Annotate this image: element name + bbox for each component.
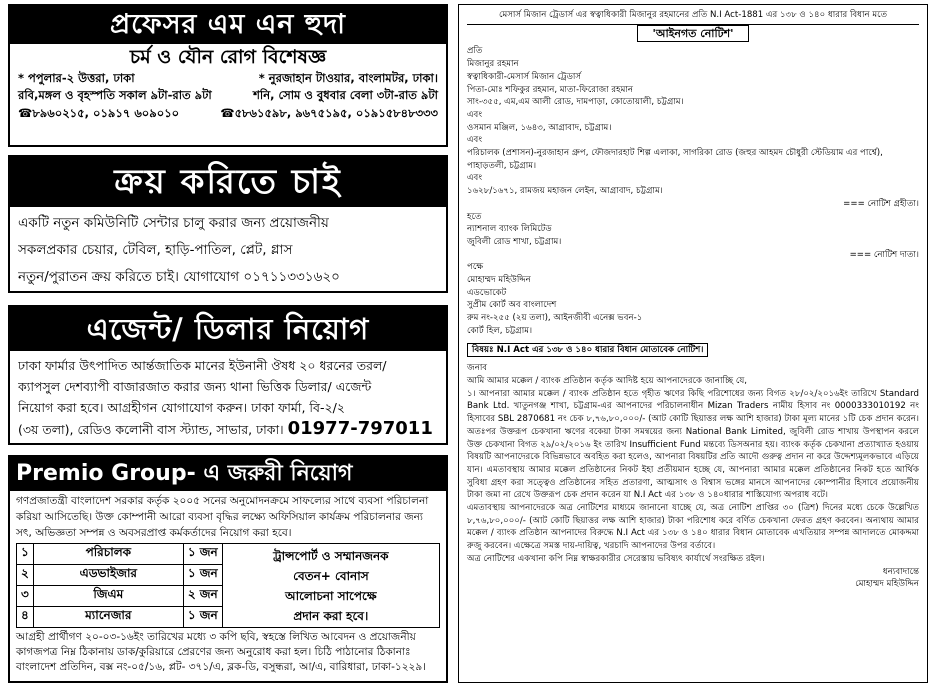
dealer-ad-line: ঢাকা ফার্মার উৎপাদিত আর্ন্তজাতিক মানের ইউনানী ঔষধ ২০ ধরনের তরল/ — [18, 358, 387, 373]
chamber-time-right: শনি, সোম ও বুধবার বেলা ৩টা-রাত ৯টা — [253, 88, 438, 102]
chamber-times — [10, 87, 446, 104]
purchase-ad-title: ক্রয় করিতে চাই — [10, 157, 446, 207]
legal-notice — [458, 4, 928, 683]
purchase-ad-line: নতুন/পুরাতন ক্রয় করিতে চাই। যোগাযোগ ০১৭১১৩৩১৬২০ — [18, 269, 340, 285]
notice-subject: বিষয়ঃ N.I Act এর ১৩৮ ও ১৪০ ধারার বিধান মোতাবেক নোটিশ। — [467, 344, 919, 357]
recipient-line: ওসমান মঞ্জিল, ১৬৪৩, আগ্রাবাদ, চট্টগ্রাম। — [467, 122, 612, 133]
chamber-address-left: * পপুলার-২ উত্তরা, ঢাকা — [18, 71, 135, 85]
from-label: হতে — [467, 211, 482, 222]
recipient-line: এবং — [467, 173, 483, 184]
table-row — [17, 607, 223, 628]
table-row — [17, 586, 223, 607]
recipient-label: === নোটিশ গ্রহীতা। — [843, 198, 919, 209]
dealer-ad-phone: 01977-797011 — [287, 418, 433, 439]
job-post: এডভাইজার — [33, 565, 183, 586]
recipient-line: এবং — [467, 135, 483, 146]
notice-paragraph: আমি আমার মক্কেল / ব্যাংক প্রতিষ্ঠান কর্তৃক আদিষ্ট হয়ে আপনাদেরকে জানাচ্ছি যে, — [467, 375, 748, 386]
chamber-time-left: রবি,মঙ্গল ও বৃহস্পতি সকাল ৯টা-রাত ৯টা — [18, 88, 212, 102]
job-count: ১ জন — [183, 565, 222, 586]
recipient-line: এবং — [467, 109, 483, 120]
notice-title: 'আইনগত নোটিশ' — [467, 28, 919, 41]
recipient-line: পাহাড়তলী, চট্টগ্রাম। — [467, 160, 537, 171]
job-count: ২ জন — [183, 586, 222, 607]
recipient-line: পরিচালক (প্রশাসন)-নুরজাহান গ্রুপ, ফৌজদারহাট শিল্প এলাকা, সাগরিকা রোড (জহুর আহমদ চৌধুরী স্টেডিয়াম এর পার্শ্বে), — [467, 148, 883, 159]
job-table — [16, 543, 223, 628]
doctor-name: প্রফেসর এম এন হুদা — [10, 6, 446, 44]
phone-right: ☎৫৮৬১৫৯৮, ৯৬৭৫১৯৫, ০১৯১৫৮৪৮৩৩৩ — [220, 106, 438, 120]
chamber-address-right: * নুরজাহান টাওয়ার, বাংলামটর, ঢাকা। — [258, 71, 438, 85]
dealer-ad — [8, 305, 448, 445]
dealer-ad-body — [10, 351, 446, 444]
to-label: প্রতি — [467, 46, 483, 57]
notice-paragraph: ১। আপনারা আমার মক্কেল / ব্যাংক প্রতিষ্ঠান হতে গৃহীত ঋণের কিছি পরিশোধের জন্য বিগত ২৮/০২/২০১৬ইং তারিখে Standard Bank Ltd. খাতুনগঞ্জ শাখা, চট্টগ্রাম-এর আপনাদের পরিচালনাধীন Mizan Traders নামীয় হিসাব নং 0000333010192 নং হিসাবের SBL 2870681 নং চেক ৮,৭৬,৮০,০০০/- (আট কোটি ছিয়াত্তর লক্ষ আশি হাজার) টাকা মূল্য মানের ১টি চেক প্রদান করেন। অতঃপর উক্তরূপ চেকখানা ঋণের বকেয়া টাকা সমন্বয়ের জন্য National Bank Limited, জুবিলী রোড শাখায় উপস্থাপন করলে উক্ত চেকখানা বিগত ২৯/০২/২০১৬ ইং তারিখ Insufficient Fund মন্তব্যে ডিসঅনার হয়। ব্যাংক কর্তৃক চেকখানা প্রত্যাখ্যাত হওয়ায় বিষয়টি আপনাদেরকে বিভিন্নভাবে অবহিত করা হলেও, আপনারা বিষয়টির প্রতি আদৌ গুরুত্ব প্রদান না করে উদ্দেশ্যমূলকভাবে এড়িয়ে যান। এমতাবস্থায় আমার মক্কেল প্রতিষ্ঠানের নিকট ইহা প্রতীয়মান হচ্ছে যে, আপনারা আমার মক্কেল প্রতিষ্ঠানের নিকট হতে আর্থিক সুবিধা গ্রহণ করা সত্ত্বেও প্রতিষ্ঠানের সহিত প্রতারণা, আত্মসাৎ ও বিশ্বাস ভঙ্গের মানসে আপনাদের কোম্পানীর হিসাবে প্রয়োজনীয় টাকা জমা না রেখে উক্তরূপ চেক প্রদান করেন যা N.I Act এর ১৩৮ ও ১৪০ধারার শাস্তিযোগ্য অপরাধ বটে। — [467, 388, 919, 501]
recipient-line: পিতা-মোঃ শফিকুর রহমান, মাতা-ফিরোজা রহমান — [467, 84, 634, 95]
phone-left: ☎৮৯৬০২১৫, ০১৯১৭ ৬০৯০১০ — [18, 106, 180, 120]
advocate-line: সুপ্রীম কোর্ট অব বাংলাদেশ — [467, 300, 557, 311]
chamber-phones — [10, 104, 446, 122]
signature: মোহাম্মদ মহিউদ্দিন — [855, 579, 919, 590]
recipient-line: স্বত্বাধিকারী-মেসার্স মিজান ট্রেডার্স — [467, 71, 582, 82]
recipient-line: মিজানুর রহমান — [467, 59, 519, 70]
salutation: জনাব — [467, 363, 488, 374]
job-count: ১ জন — [183, 607, 222, 628]
job-no: ৩ — [17, 586, 34, 607]
advocate-line: মোহাম্মদ মহিউদ্দিন — [467, 275, 531, 286]
advocate-line: কোর্ট হিল, চট্টগ্রাম। — [467, 325, 533, 336]
dealer-ad-title: এজেন্ট/ ডিলার নিয়োগ — [10, 307, 446, 351]
recipient-line: ১৬২৮/১৬৭১, রামজয় মহাজন লেইন, আগ্রাবাদ, চট্টগ্রাম। — [467, 186, 663, 197]
notice-paragraph: অত্র নোটিশের একখানা কপি নিম্ন স্বাক্ষরকারীর সেরেস্তায় ভবিষ্যৎ কার্যার্থে সংরক্ষিত রইল। — [467, 553, 765, 564]
job-post: জিএম — [33, 586, 183, 607]
recruitment-ad — [8, 455, 448, 683]
job-no: ১ — [17, 544, 34, 565]
doctor-ad — [8, 4, 448, 147]
purchase-ad-body — [10, 207, 446, 293]
sender-line: জুবিলী রোড শাখা, চট্টগ্রাম। — [467, 236, 562, 247]
dealer-ad-address: (৩য় তলা), রেডিও কলোনী বাস স্ট্যান্ড, সাভার, ঢাকা। — [18, 422, 284, 437]
job-table-wrapper — [16, 543, 440, 628]
salary-line: ট্রান্সপোর্ট ও সম্মানজনক — [273, 549, 389, 563]
notice-header: মেসার্স মিজান ট্রেডার্স এর স্বত্বাধিকারী মিজানুর রহমানের প্রতি N.I Act-1881 এর ১৩৮ ও ১৪০ ধারার বিধান মতে — [467, 9, 919, 25]
dealer-ad-line: নিয়োগ করা হবে। আগ্রহীগন যোগাযোগ করুন। ঢাকা ফার্মা, বি-২/২ — [18, 400, 345, 415]
salary-line: বেতন+ বোনাস — [293, 569, 369, 583]
job-no: ৪ — [17, 607, 34, 628]
purchase-ad — [8, 155, 448, 293]
sender-line: ন্যাশনাল ব্যাংক লিমিটেড — [467, 224, 552, 235]
table-row — [17, 544, 223, 565]
advocate-line: রুম নং-২৫৫ (২য় তলা), আইনজীবী এনেক্স ভবন-১ — [467, 313, 643, 324]
closing: ধন্যবাদান্তে — [882, 566, 919, 577]
sender-label: === নোটিশ দাতা। — [849, 249, 919, 260]
salary-line: প্রদান করা হবে। — [293, 609, 369, 623]
job-post: ম্যানেজার — [33, 607, 183, 628]
dealer-ad-line: ক্যাপসুল দেশব্যাপী বাজারজাত করার জন্য থানা ভিত্তিক ডিলার/ এজেন্ট — [18, 379, 372, 394]
advocate-line: এডভোকেট — [467, 287, 507, 298]
job-post: পরিচালক — [33, 544, 183, 565]
recruitment-ad-title: Premio Group- এ জরুরী নিয়োগ — [10, 457, 446, 491]
notice-paragraph: এমতাবস্থায় আপনাদেরকে অত্র নোটিশের মাধ্যমে জানানো যাচ্ছে যে, অত্র নোটিশ প্রাপ্তির ৩০ (ত্রিশ) দিনের মধ্যে চেকে উল্লেখিত ৮,৭৬,৮০,০০০/- (আট কোটি ছিয়াত্তর লক্ষ আশি হাজার) টাকা পরিশোধ করে বর্ণিত চেকখানা ফেরত গ্রহণ করবেন। অন্যথায় আমার মক্কেল / ব্যাংক প্রতিষ্ঠান আপনাদের বিরুদ্ধে N.I Act এর ১৩৮ ও ১৪০ ধারার বিধান মোতাবেক এখতিয়ার সম্পন্ন আদালতে মোকদ্দমা রুজু করবেন। এক্ষেত্রে সমস্ত দায়-দায়িত্ব, খরচাদি আপনাদের উপর বর্তাবে। — [467, 503, 919, 552]
purchase-ad-line: একটি নতুন কমিউনিটি সেন্টার চালু করার জন্য প্রয়োজনীয় — [18, 215, 329, 231]
salary-line: আলোচনা সাপেক্ষে — [285, 589, 377, 603]
recruitment-intro: গণপ্রজাতন্ত্রী বাংলাদেশ সরকার কর্তৃক ২০০৫ সনের অনুমোদনক্রমে সাফল্যের সাথে ব্যবসা পরিচালনা করিয়া আসিতেছি। উক্ত কোম্পানী আরো ব্যবসা বৃদ্ধির লক্ষ্যে অফিসিয়াল কার্যক্রম পরিচালনার জন্য সৎ, অভিজ্ঞতা সম্পন্ন ও অবসরপ্রাপ্ত কর্মকর্তাদের নিয়োগ করা হবে। — [16, 495, 429, 539]
purchase-ad-line: সকলপ্রকার চেয়ার, টেবিল, হাড়ি-পাতিল, প্লেট, গ্লাস — [18, 242, 293, 258]
dealer-ad-last-line — [18, 418, 438, 440]
salary-info — [223, 543, 440, 628]
table-row — [17, 565, 223, 586]
job-no: ২ — [17, 565, 34, 586]
recipient-block — [467, 58, 919, 198]
job-count: ১ জন — [183, 544, 222, 565]
doctor-specialty: চর্ম ও যৌন রোগ বিশেষজ্ঞ — [129, 46, 327, 68]
side-label: পক্ষে — [467, 262, 484, 273]
chamber-addresses — [10, 70, 446, 87]
recruitment-footer: আগ্রহী প্রার্থীগণ ২০-০৩-১৬ইং তারিখের মধ্যে ৩ কপি ছবি, স্বহস্তে লিখিত আবেদন ও প্রয়োজনীয় কাগজপত্র নিম্ন ঠিকানায় ডাক/কুরিয়ারে প্রেরণের জন্য অনুরোধ করা হল। চিঠি পাঠানোর ঠিকানাঃ বাংলাদেশ প্রতিদিন, বক্স নং-০৫/১৬, প্লট- ৩৭১/এ, ব্লক-ডি, বসুন্ধরা, আ/এ, বারিধারা, ঢাকা-১২২৯। — [16, 631, 426, 673]
recipient-line: সাং-৩৫৫, এম,এম আলী রোড, দামপাড়া, কোতোয়ালী, চট্টগ্রাম। — [467, 97, 684, 108]
